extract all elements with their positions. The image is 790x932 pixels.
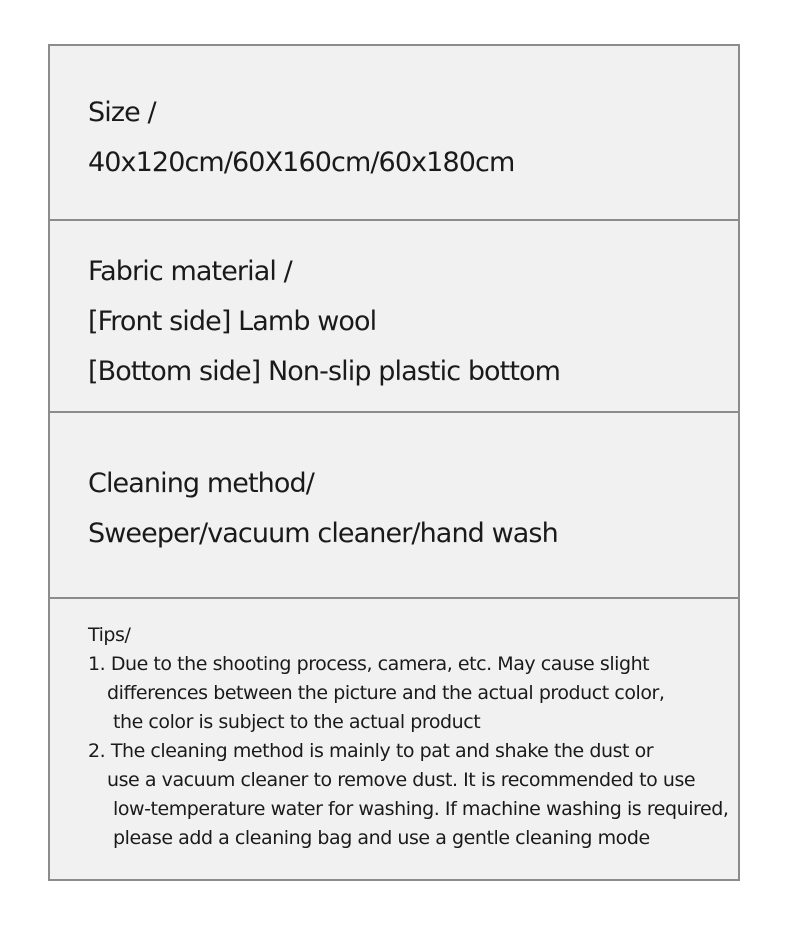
cleaning-heading: Cleaning method/ xyxy=(88,468,314,499)
tip-2-line-4: please add a cleaning bag and use a gentle cleaning mode xyxy=(113,827,650,849)
size-heading: Size / xyxy=(88,97,156,128)
fabric-front: [Front side] Lamb wool xyxy=(88,306,377,337)
cleaning-value: Sweeper/vacuum cleaner/hand wash xyxy=(88,518,558,549)
tip-1-line-1: 1. Due to the shooting process, camera, etc. May cause slight xyxy=(88,653,650,675)
tip-2-line-3: low-temperature water for washing. If machine washing is required, xyxy=(113,798,729,820)
tip-2-line-1: 2. The cleaning method is mainly to pat and shake the dust or xyxy=(88,740,654,762)
tips-heading: Tips/ xyxy=(88,624,131,646)
size-value: 40x120cm/60X160cm/60x180cm xyxy=(88,147,515,178)
tips-section xyxy=(50,599,738,879)
fabric-bottom: [Bottom side] Non-slip plastic bottom xyxy=(88,356,561,387)
product-info-table xyxy=(48,44,740,881)
fabric-heading: Fabric material / xyxy=(88,256,292,287)
tip-2-line-2: use a vacuum cleaner to remove dust. It is recommended to use xyxy=(107,769,696,791)
tip-1-line-2: differences between the picture and the actual product color, xyxy=(107,682,665,704)
cleaning-section xyxy=(50,413,738,597)
fabric-section xyxy=(50,221,738,411)
tip-1-line-3: the color is subject to the actual product xyxy=(113,711,481,733)
size-section xyxy=(50,46,738,219)
